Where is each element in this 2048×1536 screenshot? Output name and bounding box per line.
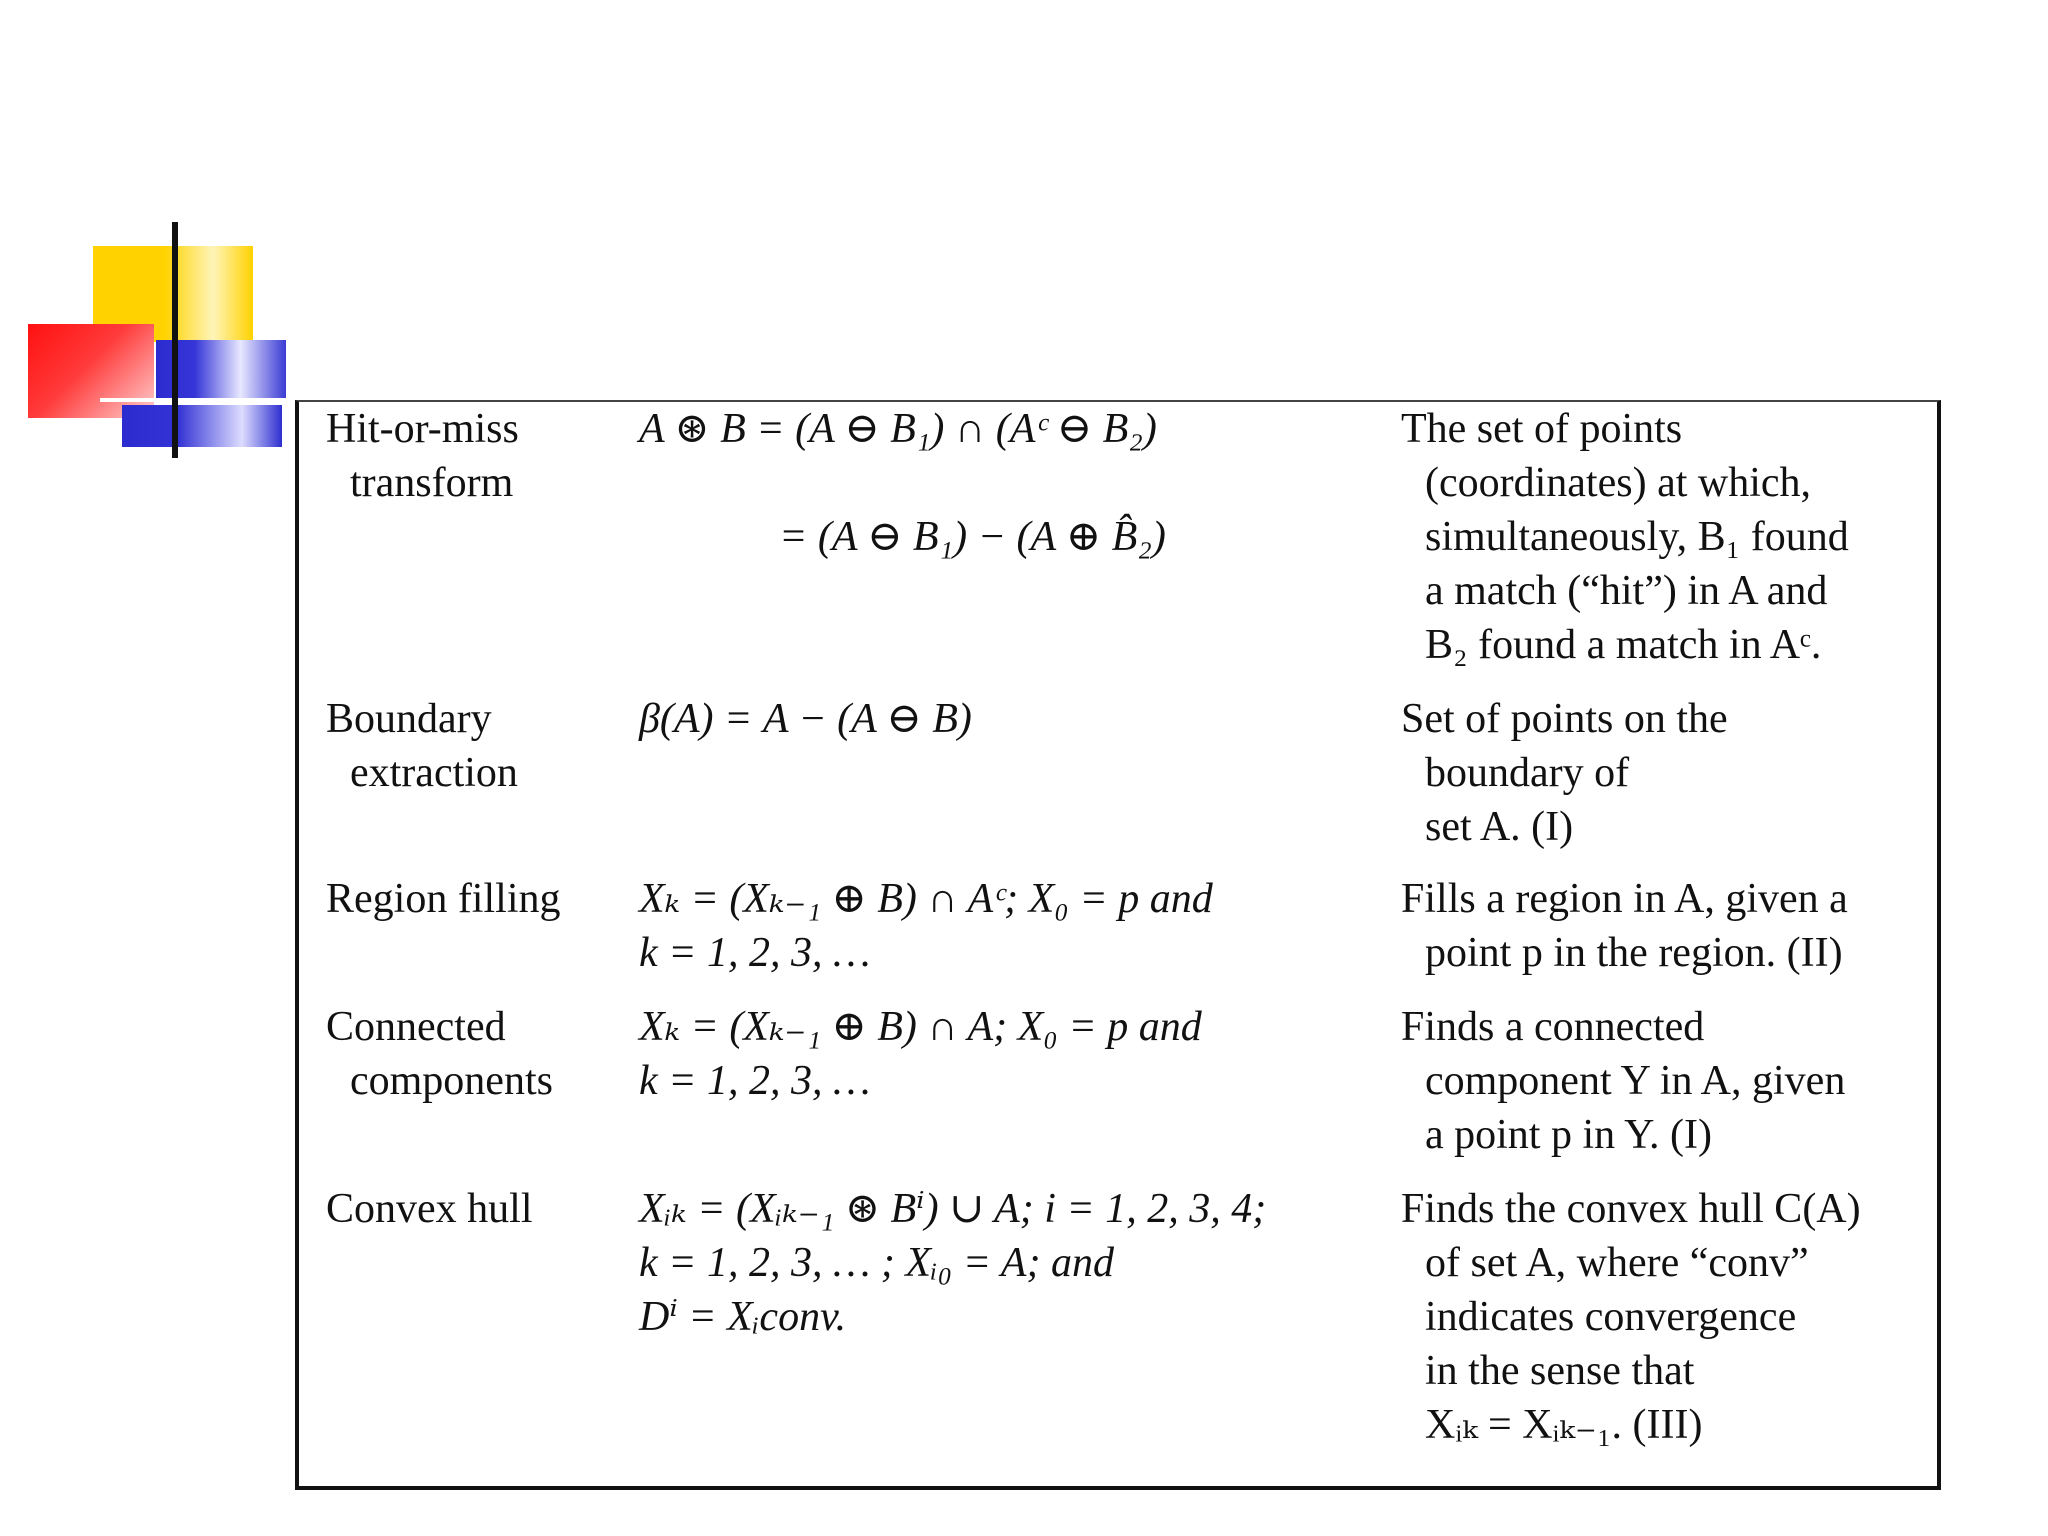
operation-equation: Xₖ = (Xₖ₋₁ ⊕ B) ∩ A; X₀ = p and k = 1, 2, 3, …	[639, 1004, 1202, 1104]
operation-name: Boundary extraction	[326, 696, 518, 796]
operation-name: Connected components	[326, 1004, 553, 1104]
decorative-logo-blocks	[0, 0, 300, 470]
operation-name: Hit-or-miss transform	[326, 406, 519, 506]
operation-equation: Xᵢₖ = (Xᵢₖ₋₁ ⊛ Bⁱ) ∪ A; i = 1, 2, 3, 4; k = 1, 2, 3, … ; Xᵢ₀ = A; and Dⁱ = Xᵢconv.	[639, 1186, 1267, 1340]
operation-comment: Fills a region in A, given a point p in the region. (II)	[1401, 876, 1848, 976]
operation-comment: Finds the convex hull C(A) of set A, where “conv” indicates convergence in the sense that Xᵢₖ = Xᵢₖ₋₁. (III)	[1401, 1186, 1861, 1448]
red-block	[28, 324, 154, 418]
white-divider-line	[100, 398, 290, 402]
blue-block-lower	[122, 405, 282, 447]
operation-equation: A ⊛ B = (A ⊖ B₁) ∩ (Aᶜ ⊖ B₂) = (A ⊖ B₁) − (A ⊕ B̂₂)	[639, 406, 1166, 560]
operation-comment: The set of points (coordinates) at which, simultaneously, B₁ found a match (“hit”) in A and B₂ found a match in Aᶜ.	[1401, 406, 1849, 668]
operation-equation: Xₖ = (Xₖ₋₁ ⊕ B) ∩ Aᶜ; X₀ = p and k = 1, 2, 3, …	[639, 876, 1213, 976]
operation-comment: Finds a connected component Y in A, given a point p in Y. (I)	[1401, 1004, 1846, 1158]
operation-comment: Set of points on the boundary of set A. (I)	[1401, 696, 1728, 850]
morphology-operations-table	[295, 400, 1941, 1490]
operation-name: Convex hull	[326, 1186, 533, 1232]
operation-name: Region filling	[326, 876, 561, 922]
operation-equation: β(A) = A − (A ⊖ B)	[639, 696, 972, 742]
black-divider-line	[172, 222, 178, 458]
